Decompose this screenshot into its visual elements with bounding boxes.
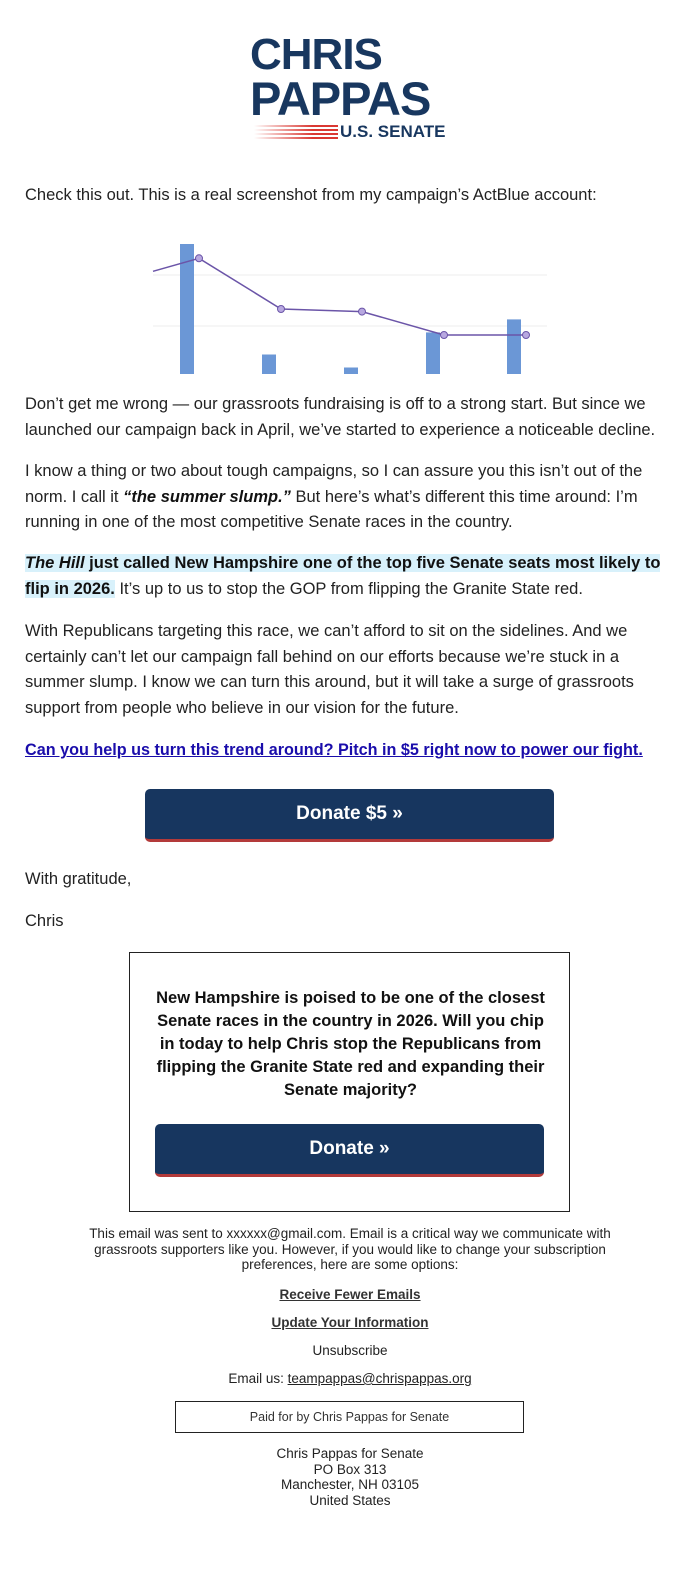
p2-text-b: But here’s what’s different this time around: I’m running in one of the most competitive Senate races in the country. [25,487,638,531]
chart-trend-point [196,255,203,262]
footer-email-line [60,1371,640,1387]
receive-fewer-emails-link[interactable]: Receive Fewer Emails [279,1287,421,1302]
logo-office: U.S. SENATE [340,122,446,141]
logo-first-name: CHRIS [250,30,382,79]
logo-stripes-icon [254,125,338,139]
address-line: PO Box 313 [313,1461,387,1477]
p2-text-a: I know a thing or two about tough campaigns, so I can assure you this isn’t out of the norm. I call it [25,462,643,506]
donate-button[interactable]: Donate » [155,1124,544,1177]
p2-emphasis: “the summer slump.” [123,487,291,506]
chart-bar [344,368,358,375]
campaign-logo [250,30,460,144]
the-hill-title: The Hill [25,554,85,572]
contact-email-link[interactable]: teampappas@chrispappas.org [287,1371,472,1386]
address-line: Manchester, NH 03105 [280,1477,420,1493]
chart-bar [507,319,521,374]
address-line: United States [309,1492,391,1508]
appeal-text: New Hampshire is poised to be one of the closest Senate races in the country in 2026. Will you chip in today to help Chris stop the Republicans from flipping the Granite State red and expanding their Senate majority? [156,989,545,1099]
chart-trend-point [359,308,366,315]
footer-sent-notice: This email was sent to xxxxxx@gmail.com. Email is a critical way we communicate with grassroots supporters like you. However, if you would like to change your subscription preferences, here are some options: [89,1226,611,1272]
chart-trend-point [523,332,530,339]
unsubscribe-link[interactable]: Unsubscribe [312,1343,388,1358]
signoff-name: Chris [25,912,64,930]
chart-bars [180,244,521,374]
address-line: Chris Pappas for Senate [276,1446,424,1461]
donate-5-button[interactable]: Donate $5 » [145,789,554,842]
logo-last-name: PAPPAS [250,72,431,125]
paragraph-decline: Don’t get me wrong — our grassroots fundraising is off to a strong start. But since we launched our campaign back in April, we’ve started to experience a noticeable decline. [25,395,656,439]
cta-paragraph [25,738,677,764]
paragraph-republicans: With Republicans targeting this race, we can’t afford to sit on the sidelines. And we certainly can’t let our campaign fall behind on our efforts because we’re stuck in a summer slump. I know we can turn this around, but it will take a surge of grassroots support from people who believe in our vision for the future. [25,622,634,717]
footer-fewer-emails-wrap [60,1287,640,1303]
update-information-link[interactable]: Update Your Information [271,1315,429,1330]
cta-donate-link[interactable]: Can you help us turn this trend around? Pitch in $5 right now to power our fight. [25,741,643,759]
intro-text: Check this out. This is a real screenshot from my campaign’s ActBlue account: [25,186,597,204]
actblue-chart [150,236,550,378]
paragraph-summer-slump [25,459,677,536]
footer-update-wrap [60,1315,640,1331]
paragraph-the-hill [25,551,677,602]
signoff-gratitude: With gratitude, [25,870,132,888]
chart-trend-point [441,332,448,339]
p3-rest: It’s up to us to stop the GOP from flipping the Granite State red. [114,579,583,598]
chart-trend-polyline [153,258,526,335]
chart-bar [426,332,440,374]
chart-bar [262,355,276,375]
paid-for-disclaimer: Paid for by Chris Pappas for Senate [175,1401,524,1433]
email-label: Email us: [228,1371,288,1386]
mailing-address [150,1446,550,1508]
the-hill-claim: just called New Hampshire one of the top five Senate seats most likely to flip in 2026. [25,554,661,598]
chart-trend-point [278,306,285,313]
